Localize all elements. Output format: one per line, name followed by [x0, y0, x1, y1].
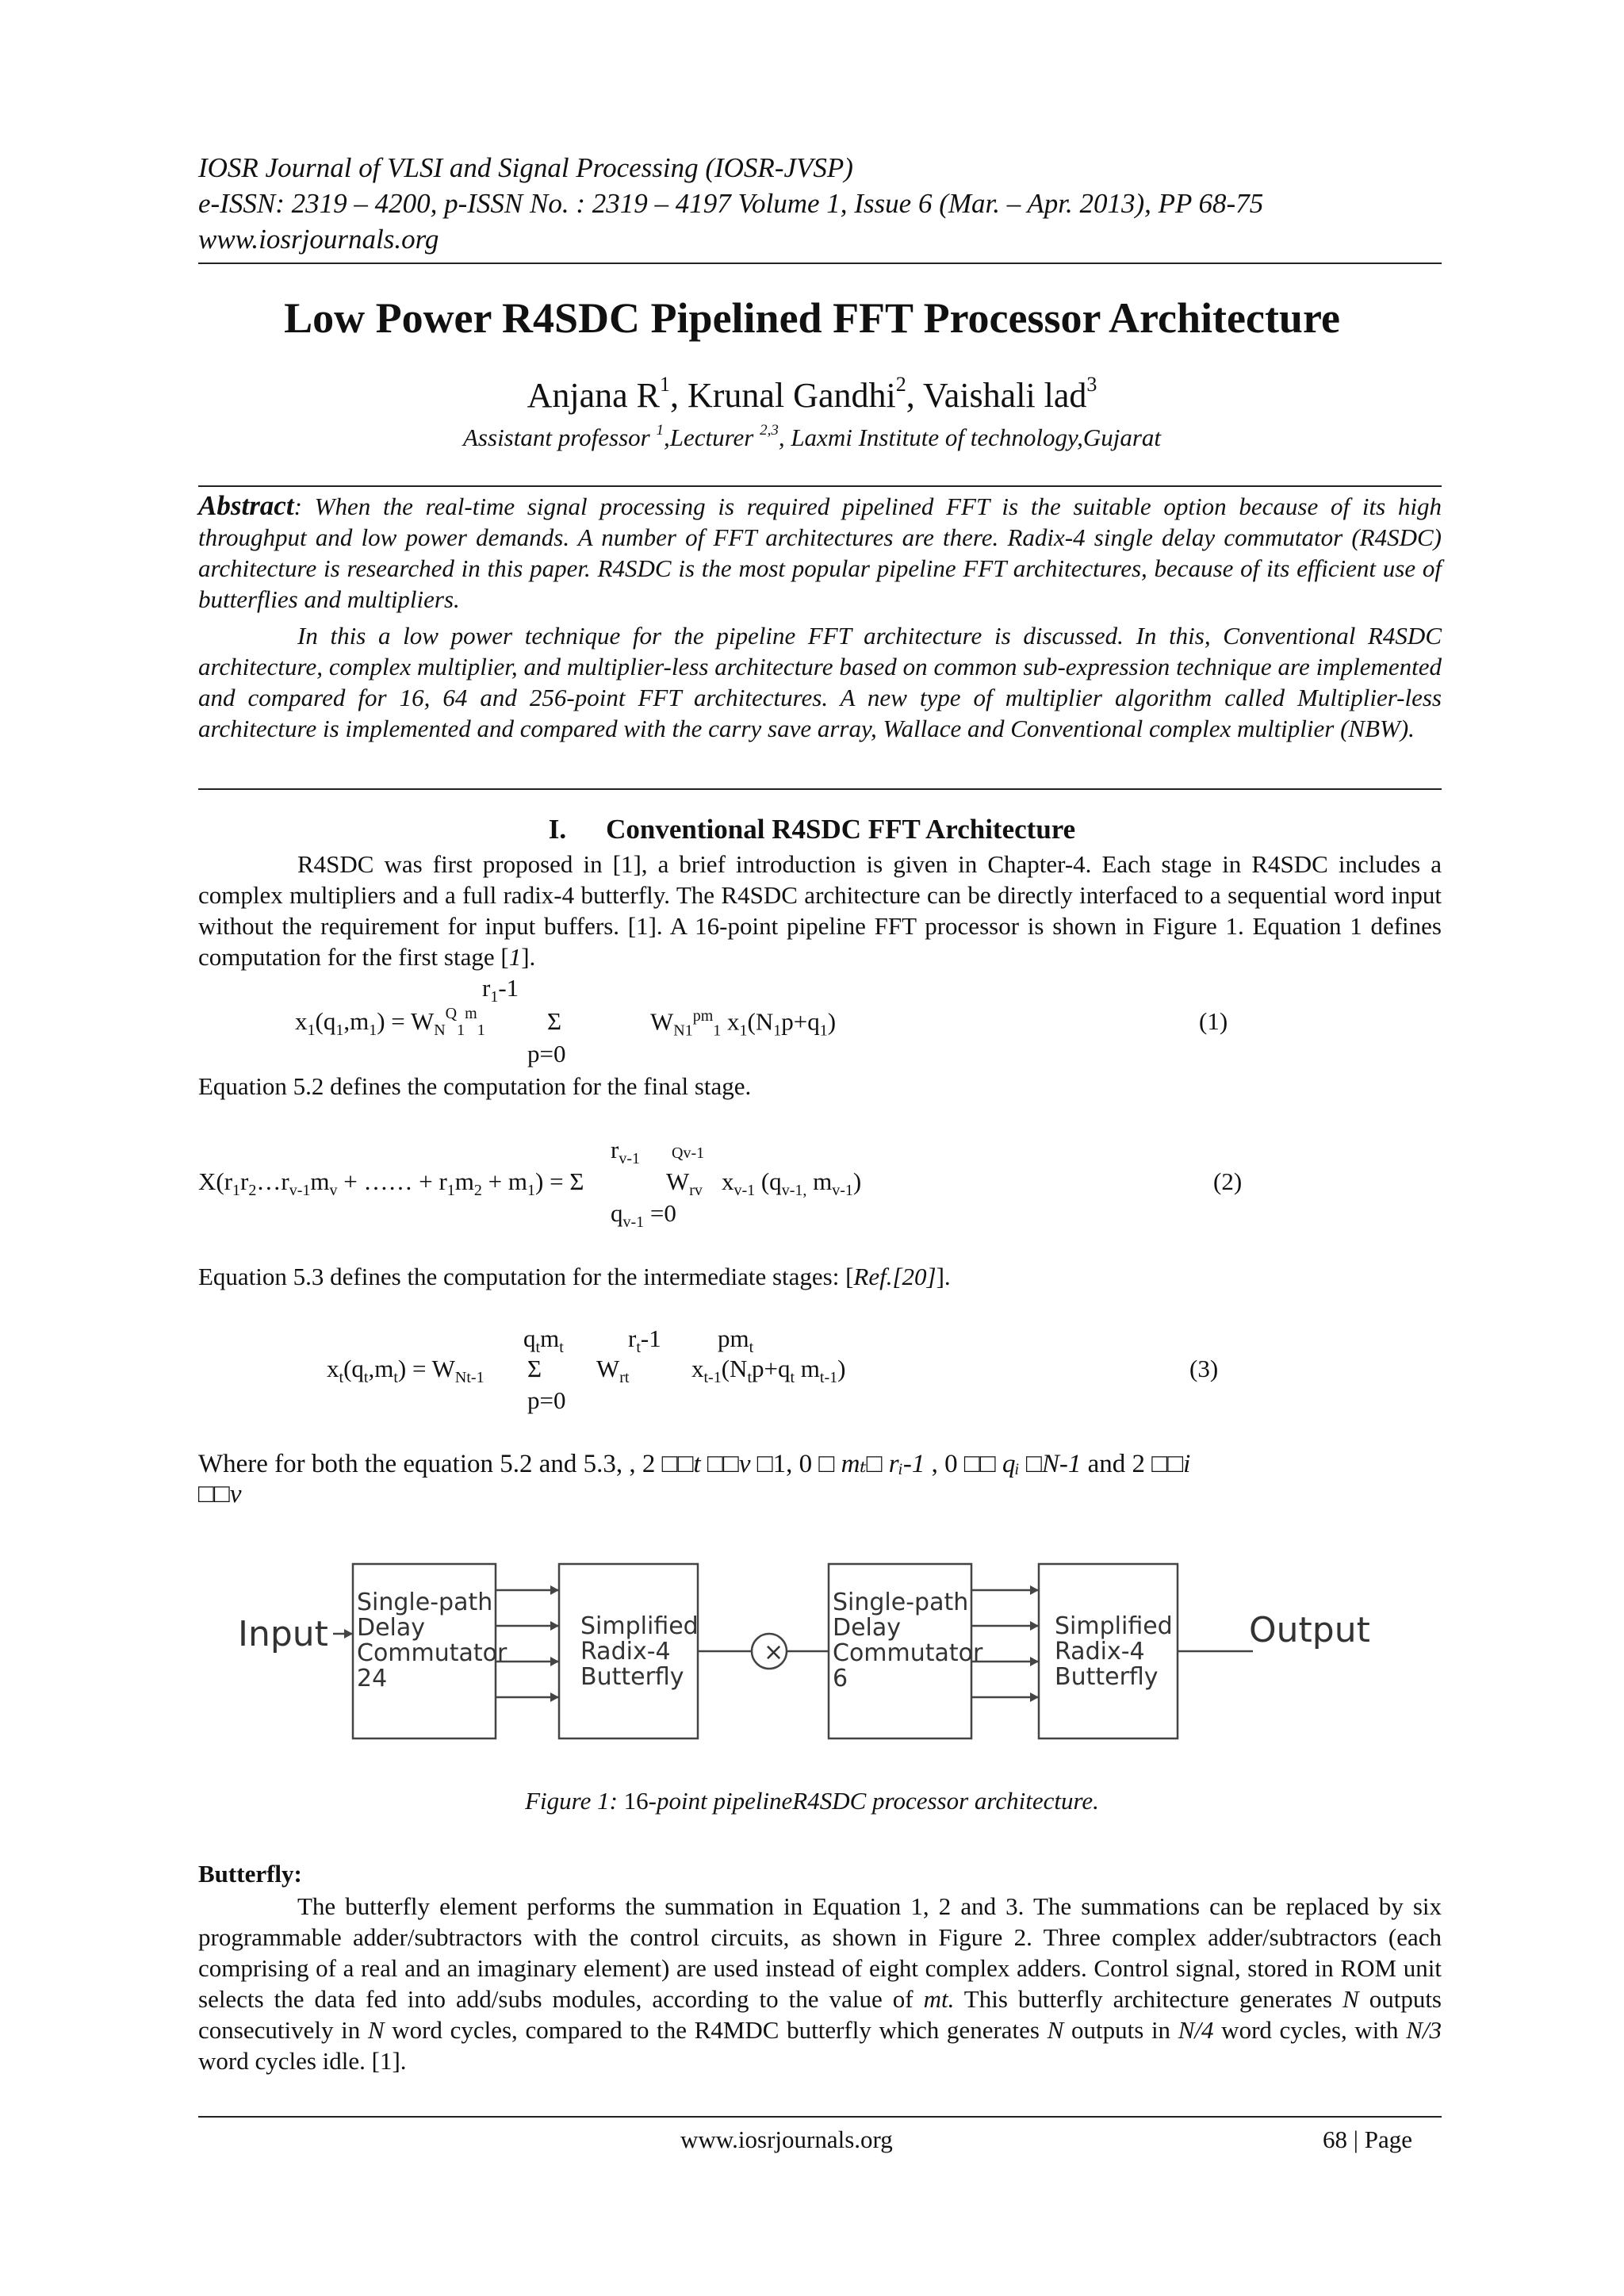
eq3-lhs: $x_t(q_t,m_t) = W_{Nt-1}$	[327, 1355, 485, 1387]
eq1-lower-limit: p=0	[527, 1040, 566, 1068]
eq3-upper-qm: $q_tm_t$	[523, 1324, 564, 1357]
footer-website[interactable]: www.iosrjournals.org	[680, 2125, 893, 2153]
block3-line4: 6	[833, 1665, 848, 1692]
eq2-lower-limit: $q_{v-1} =0$	[611, 1199, 676, 1232]
abstract-bottom-rule	[198, 788, 1442, 790]
author-3-sup: 3	[1086, 373, 1097, 396]
eq1-number: (1)	[1199, 1007, 1228, 1035]
affil-part3: , Laxmi Institute of technology,Gujarat	[778, 424, 1161, 451]
block3-line1: Single-path	[833, 1589, 969, 1616]
affil-part1: Assistant professor	[463, 424, 657, 451]
author-1-sup: 1	[659, 373, 670, 396]
abstract-top-rule	[198, 485, 1442, 487]
block1-line2: Delay	[357, 1614, 426, 1642]
block4-line2: Radix-4	[1055, 1638, 1145, 1665]
author-3: , Vaishali lad	[906, 376, 1087, 415]
block2-line2: Radix-4	[580, 1638, 671, 1665]
eq2-lhs: $X(r_1r_2\dots r_{v-1}m_v$ + …… + $r_1m_2 + m_1) = \Sigma$	[198, 1167, 584, 1200]
block4-line1: Simplified	[1055, 1612, 1173, 1640]
input-label: Input	[238, 1614, 328, 1654]
citation-ref: 1	[508, 943, 522, 971]
abstract-paragraph-2: In this a low power technique for the pipeline FFT architecture is discussed. In this, Conventional R4SDC architecture, complex multiplier, and multiplier-less architecture based on common sub-expression technique are implemented and compared for 16, 64 and 256-point FFT architectures. A new type of multiplier algorithm called Multiplier-less architecture is implemented and compared with the carry save array, Wallace and Conventional complex multiplier (NBW).	[198, 622, 1442, 742]
abstract-label: Abstract	[198, 490, 294, 521]
where-clause: Where for both the equation 5.2 and 5.3, , 2 □□t □□v □1, 0 □ mₜ□ rᵢ-1 , 0 □□ qᵢ □N-1 and 2 □□i	[198, 1450, 1191, 1478]
eq3-w: $W_{rt}$	[596, 1355, 630, 1387]
journal-website[interactable]: www.iosrjournals.org	[198, 224, 439, 255]
author-2-sup: 2	[895, 373, 906, 396]
where-clause-line2: □□v	[198, 1480, 242, 1508]
author-1: Anjana R	[527, 376, 660, 415]
section-heading	[0, 814, 1624, 845]
eq2-number: (2)	[1213, 1167, 1243, 1195]
footer-rule	[198, 2116, 1442, 2118]
abstract-paragraph-1	[198, 490, 1442, 615]
output-label: Output	[1249, 1610, 1370, 1650]
abstract-text-1: : When the real-time signal processing is required pipelined FFT is the suitable option because of its high throughput and low power demands. A number of FFT architectures are there. Radix-4 single delay commutator (R4SDC) architecture is researched in this paper. R4SDC is the most popular pipeline FFT architectures, because of its efficient use of butterflies and multipliers.	[198, 493, 1442, 613]
eq1-upper-limit: $r_1-1$	[482, 974, 519, 1006]
eq3-upper-limit: $r_t-1$	[628, 1324, 661, 1357]
affiliation	[0, 422, 1624, 452]
eq2-intro: Equation 5.2 defines the computation for the final stage.	[198, 1072, 752, 1100]
eq1-sigma: Σ	[547, 1007, 562, 1035]
affil-part2: ,Lecturer	[663, 424, 760, 451]
eq3-ref: Ref.[20]	[853, 1263, 936, 1290]
affil-sup2: 2,3	[760, 422, 779, 439]
eq3-intro: Equation 5.3 defines the computation for the intermediate stages: [Ref.[20]].	[198, 1263, 951, 1290]
eq3-lower-limit: p=0	[527, 1386, 566, 1414]
block3-line2: Delay	[833, 1614, 902, 1642]
author-list	[0, 373, 1624, 416]
author-2: , Krunal Gandhi	[669, 376, 896, 415]
eq2-rhs: $W_{rv}$ $x_{v-1}$ ($q_{v-1,}$ $m_{v-1}$)	[666, 1167, 862, 1200]
figure-1-caption: Figure 1: 16-point pipelineR4SDC processor architecture.	[525, 1787, 1099, 1815]
figure-1-diagram	[222, 1547, 1396, 1784]
block1-line1: Single-path	[357, 1589, 493, 1616]
eq3-rhs: $x_{t-1}(N_tp+q_t$ $m_{t-1}$)	[691, 1355, 846, 1387]
section-title: Conventional R4SDC FFT Architecture	[606, 814, 1076, 845]
journal-name: IOSR Journal of VLSI and Signal Processing (IOSR-JVSP)	[198, 152, 853, 183]
header-rule	[198, 263, 1442, 264]
block3-line3: Commutator	[833, 1639, 983, 1667]
eq1-rhs: $W_{N1}^{pm}_1$ $x_1(N_1p+q_1)$	[650, 1007, 837, 1040]
eq3-number: (3)	[1189, 1355, 1219, 1382]
butterfly-heading: Butterfly:	[198, 1860, 302, 1888]
eq1-lhs: $x_1(q_1,m_1) = W_N^Q_1^m_1$	[295, 1005, 485, 1040]
eq3-upper-pm: $pm_t$	[718, 1324, 754, 1357]
footer-page-number: 68 | Page	[1323, 2125, 1412, 2153]
eq3-sigma: Σ	[527, 1355, 542, 1382]
section-paragraph: R4SDC was first proposed in [1], a brief introduction is given in Chapter-4. Each stage in R4SDC includes a complex multipliers and a full radix-4 butterfly. The R4SDC architecture can be directly interfaced to a sequential word input without the requirement for input buffers. [1]. A 16-point pipeline FFT processor is shown in Figure 1. Equation 1 defines computation for the first stage [1].	[198, 850, 1442, 971]
eq2-upper-limit: $r_{v-1}$ Qv-1	[611, 1136, 705, 1168]
block4-line3: Butterfly	[1055, 1663, 1159, 1691]
block2-line1: Simplified	[580, 1612, 699, 1640]
paper-title: Low Power R4SDC Pipelined FFT Processor Architecture	[284, 294, 1340, 342]
multiplier-symbol: ×	[764, 1639, 784, 1666]
block2-line3: Butterfly	[580, 1663, 684, 1691]
section-number: I.	[548, 814, 567, 845]
block1-line3: Commutator	[357, 1639, 508, 1667]
journal-issn: e-ISSN: 2319 – 4200, p-ISSN No. : 2319 – 4197 Volume 1, Issue 6 (Mar. – Apr. 2013), PP 68-75	[198, 188, 1264, 219]
butterfly-paragraph: The butterfly element performs the summation in Equation 1, 2 and 3. The summations can be replaced by six programmable adder/subtractors with the control circuits, as shown in Figure 2. Three complex adder/subtractors (each comprising of a real and an imaginary element) are used instead of eight complex adders. Control signal, stored in ROM unit selects the data fed into add/subs modules, according to the value of mt. This butterfly architecture generates N outputs consecutively in N word cycles, compared to the R4MDC butterfly which generates N outputs in N/4 word cycles, with N/3 word cycles idle. [1].	[198, 1892, 1442, 2075]
affil-sup1: 1	[656, 422, 664, 439]
block1-line4: 24	[357, 1665, 388, 1692]
